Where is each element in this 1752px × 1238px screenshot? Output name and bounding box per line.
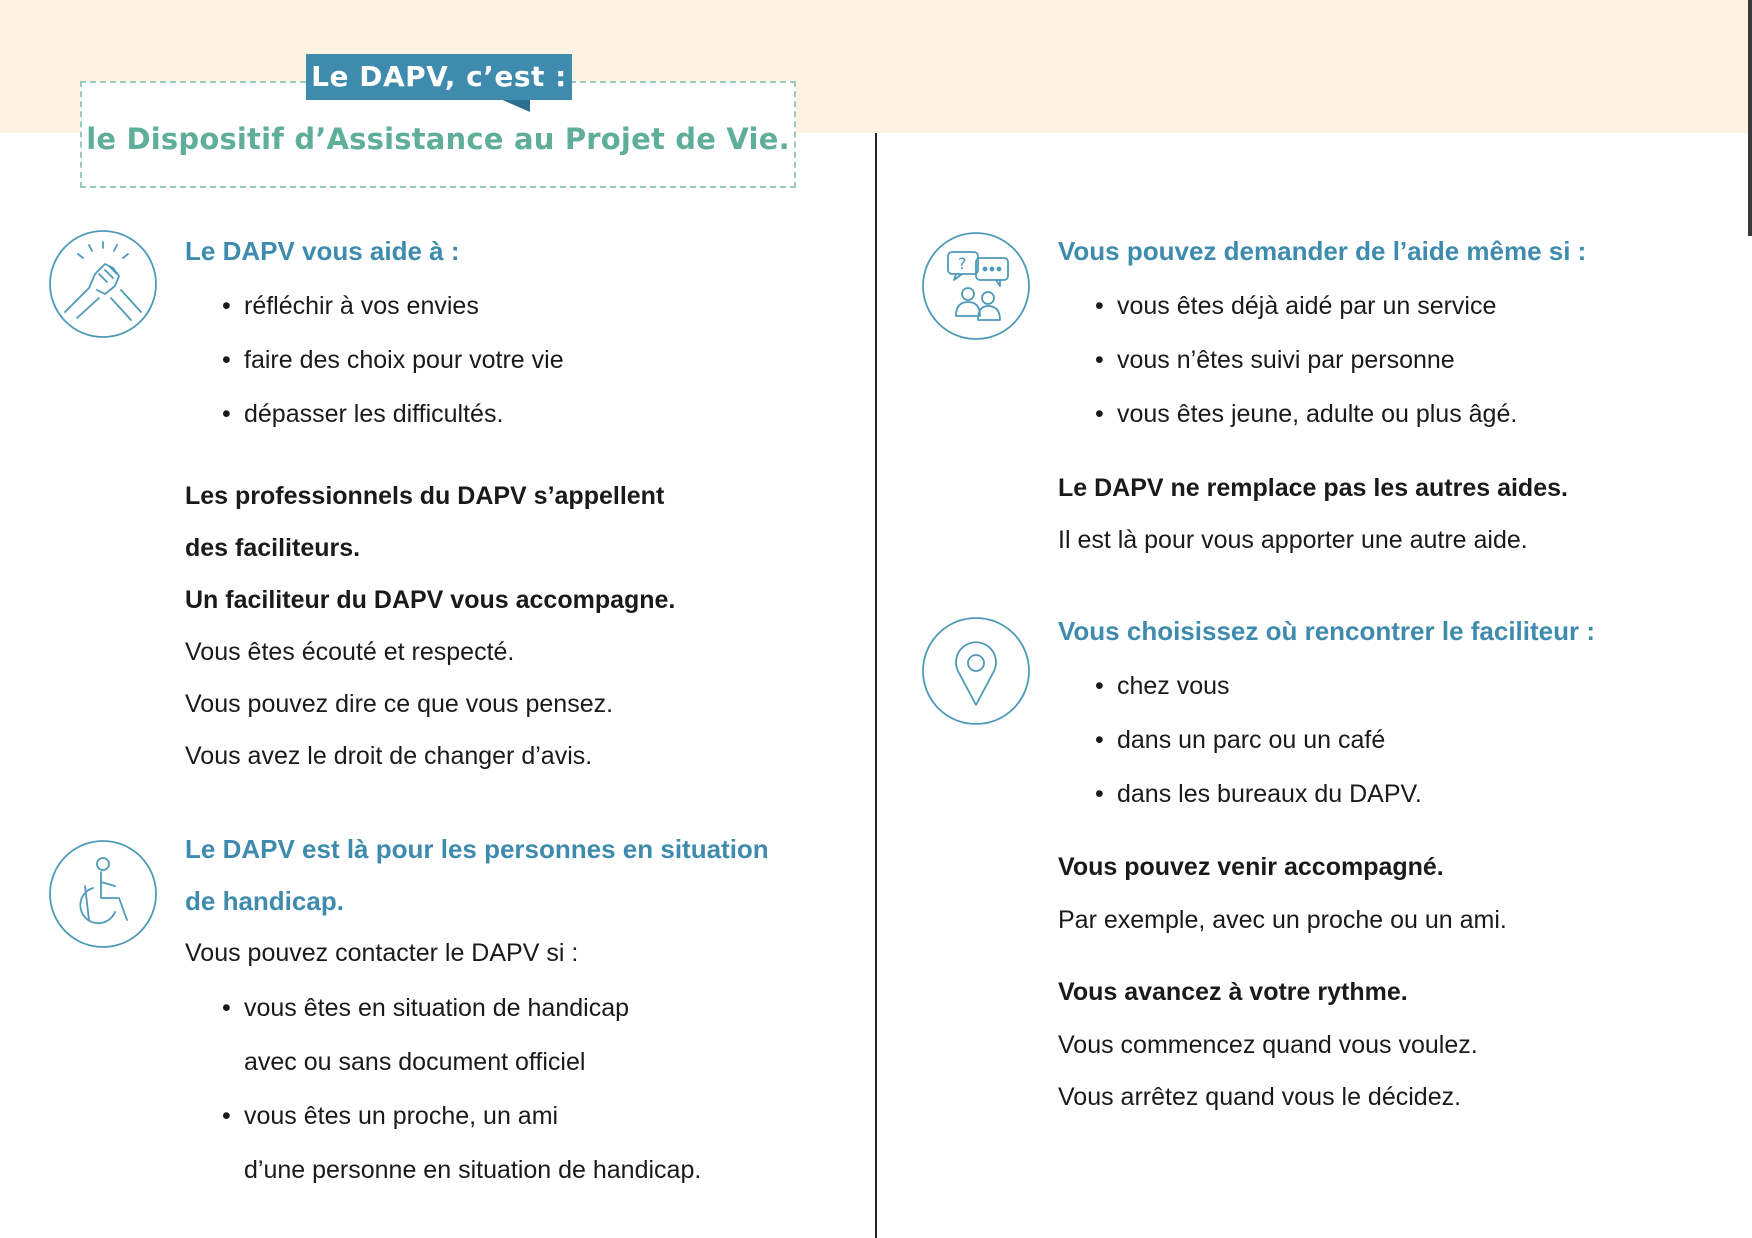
list-item: • réfléchir à vos envies [244,291,479,321]
list-item: • dans un parc ou un café [1117,725,1385,755]
list-item: • vous n’êtes suivi par personne [1117,345,1455,375]
bold-text: Le DAPV ne remplace pas les autres aides. [1058,474,1568,502]
body-text: Vous arrêtez quand vous le décidez. [1058,1083,1462,1111]
handshake-icon [49,230,157,338]
location-pin-icon [922,617,1030,725]
list-item-continuation: avec ou sans document officiel [244,1048,586,1076]
body-text: Vous êtes écouté et respecté. [185,638,515,666]
body-text: Il est là pour vous apporter une autre aide. [1058,526,1528,554]
list-item: • dans les bureaux du DAPV. [1117,779,1422,809]
bold-text: des faciliteurs. [185,534,361,562]
body-text: Vous pouvez contacter le DAPV si : [185,939,579,967]
scrollbar[interactable] [1748,0,1752,236]
list-item: • vous êtes déjà aidé par un service [1117,291,1496,321]
section-heading: de handicap. [185,886,344,916]
list-item: • chez vous [1117,671,1230,701]
section-heading: Vous choisissez où rencontrer le faciliteur : [1058,616,1595,646]
body-text: Vous avez le droit de changer d’avis. [185,742,593,770]
body-text: Par exemple, avec un proche ou un ami. [1058,906,1507,934]
list-item: • vous êtes jeune, adulte ou plus âgé. [1117,399,1517,429]
list-item: • faire des choix pour votre vie [244,345,564,375]
column-divider [875,133,877,1238]
wheelchair-icon [49,840,157,948]
section-heading: Le DAPV est là pour les personnes en situation [185,834,769,864]
title-tag-tail [498,98,530,112]
title-tag: Le DAPV, c’est : [306,54,572,100]
bold-text: Vous avancez à votre rythme. [1058,978,1408,1006]
body-text: Vous pouvez dire ce que vous pensez. [185,690,614,718]
svg-text:?: ? [958,254,967,273]
page-subtitle: le Dispositif d’Assistance au Projet de Vie. [86,122,790,156]
body-text: Vous commencez quand vous voulez. [1058,1031,1478,1059]
chat-people-icon [922,232,1030,340]
section-heading: Le DAPV vous aide à : [185,236,460,266]
list-item-continuation: d’une personne en situation de handicap. [244,1156,702,1184]
bold-text: Vous pouvez venir accompagné. [1058,853,1444,881]
bold-text: Un faciliteur du DAPV vous accompagne. [185,586,676,614]
list-item: • vous êtes un proche, un ami [244,1101,558,1131]
section-heading: Vous pouvez demander de l’aide même si : [1058,236,1587,266]
list-item: • dépasser les difficultés. [244,399,503,429]
bold-text: Les professionnels du DAPV s’appellent [185,482,665,510]
list-item: • vous êtes en situation de handicap [244,993,629,1023]
